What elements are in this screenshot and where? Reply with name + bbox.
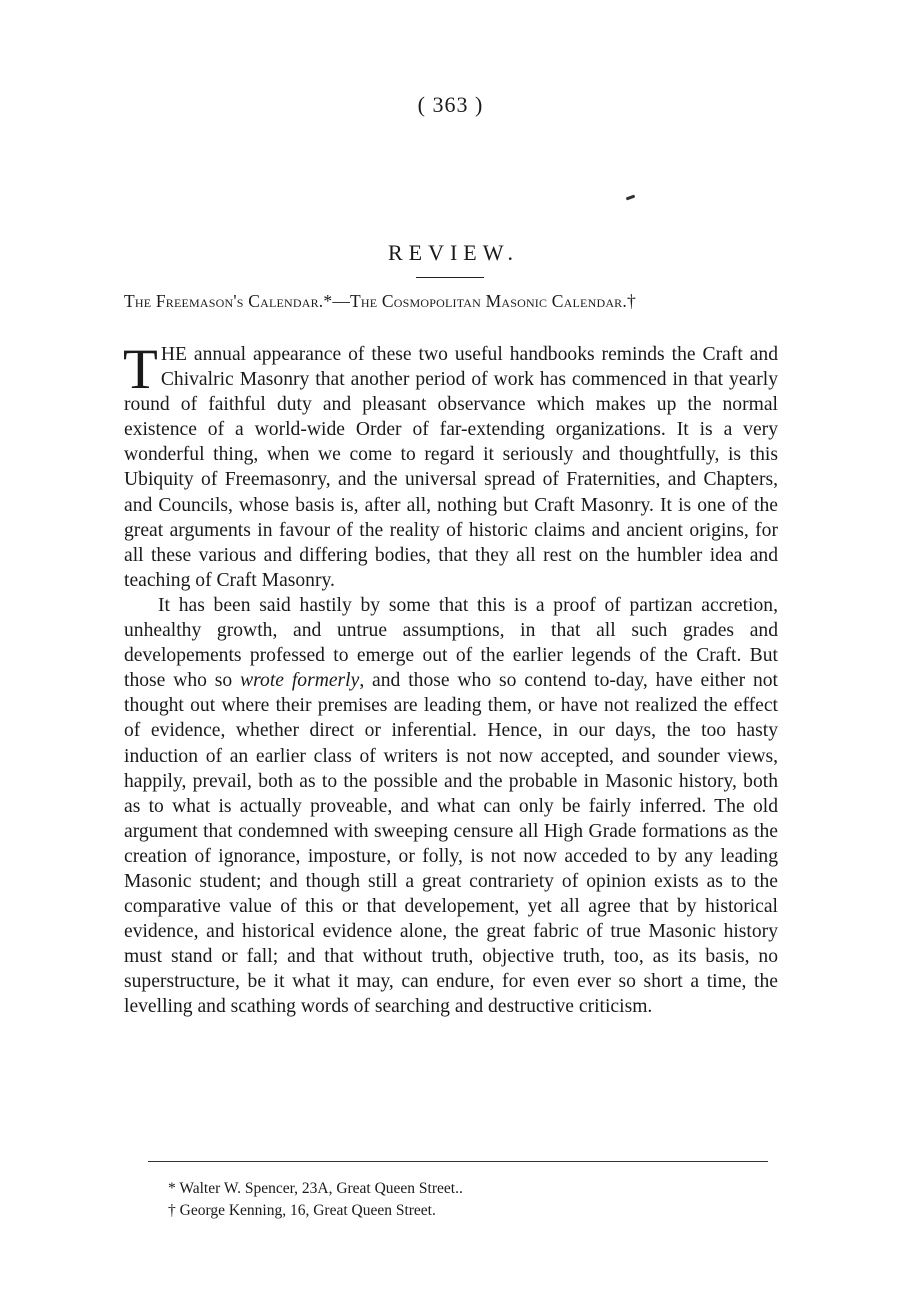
review-subject-line: The Freemason's Calendar.*—The Cosmopolitan Masonic Calendar.† (124, 291, 636, 311)
paragraph-1 (123, 338, 778, 593)
footnote-rule (148, 1161, 768, 1162)
footnotes (168, 1178, 463, 1222)
paragraph-1-text: HE annual appearance of these two useful handbooks reminds the Craft and Chivalric Masonry that another period of work has commenced in that yearly round of faithful duty and pleasant observance which makes up the normal existence of a world-wide Order of far-extending organizations. It is a very wonderful thing, when we come to regard it seriously and thoughtfully, is this Ubiquity of Freemasonry, and the universal spread of Fraternities, and Chapters, and Councils, whose basis is, after all, nothing but Craft Masonry. It is one of the great arguments in favour of the reality of historic claims and ancient origins, for all these various and differing bodies, that they all rest on the humbler idea and teaching of Craft Masonry. (124, 344, 778, 591)
paragraph-2 (124, 593, 778, 1020)
paragraph-2-text-b: , and those who so contend to-day, have either not thought out where their premises are leading them, or have not realized the effect of evidence, whether direct or inferential. Hence, in our days, the too hasty induction of an earlier class of writers is not now accepted, and sounder views, happily, prevail, both as to the possible and the probable in Masonic history, both as to what is actually proveable, and what can only be fairly inferred. The old argument that condemned with sweeping censure all High Grade formations as the creation of ignorance, imposture, or folly, is not now acceded to by any leading Masonic student; and though still a great contrariety of opinion exists as to the comparative value of this or that developement, yet all agree that by historical evidence, and historical evidence alone, the great fabric of true Masonic history must stand or fall; and that without truth, objective truth, too, as its basis, no superstructure, be it what it may, can endure, for even ever so short a time, the levelling and scathing words of searching and destructive criticism. (124, 670, 778, 1018)
article-body (123, 338, 778, 1020)
page-number: ( 363 ) (417, 92, 484, 117)
footnote-1: * Walter W. Spencer, 23A, Great Queen Street.. (168, 1180, 463, 1197)
paragraph-2-text-a: It has been said hastily by some that this is a proof of partizan accretion, unhealthy growth, and untrue assumptions, in that all such grades and developements professed to emerge out of the earlier legends of the Craft. But those who so (124, 594, 778, 692)
paragraph-2-emphasis: wrote formerly (240, 670, 360, 692)
section-heading: REVIEW. (387, 240, 519, 265)
heading-rule (416, 277, 484, 278)
drop-cap: T (123, 338, 158, 401)
ink-speck (626, 195, 635, 201)
footnote-2: † George Kenning, 16, Great Queen Street. (168, 1202, 436, 1219)
